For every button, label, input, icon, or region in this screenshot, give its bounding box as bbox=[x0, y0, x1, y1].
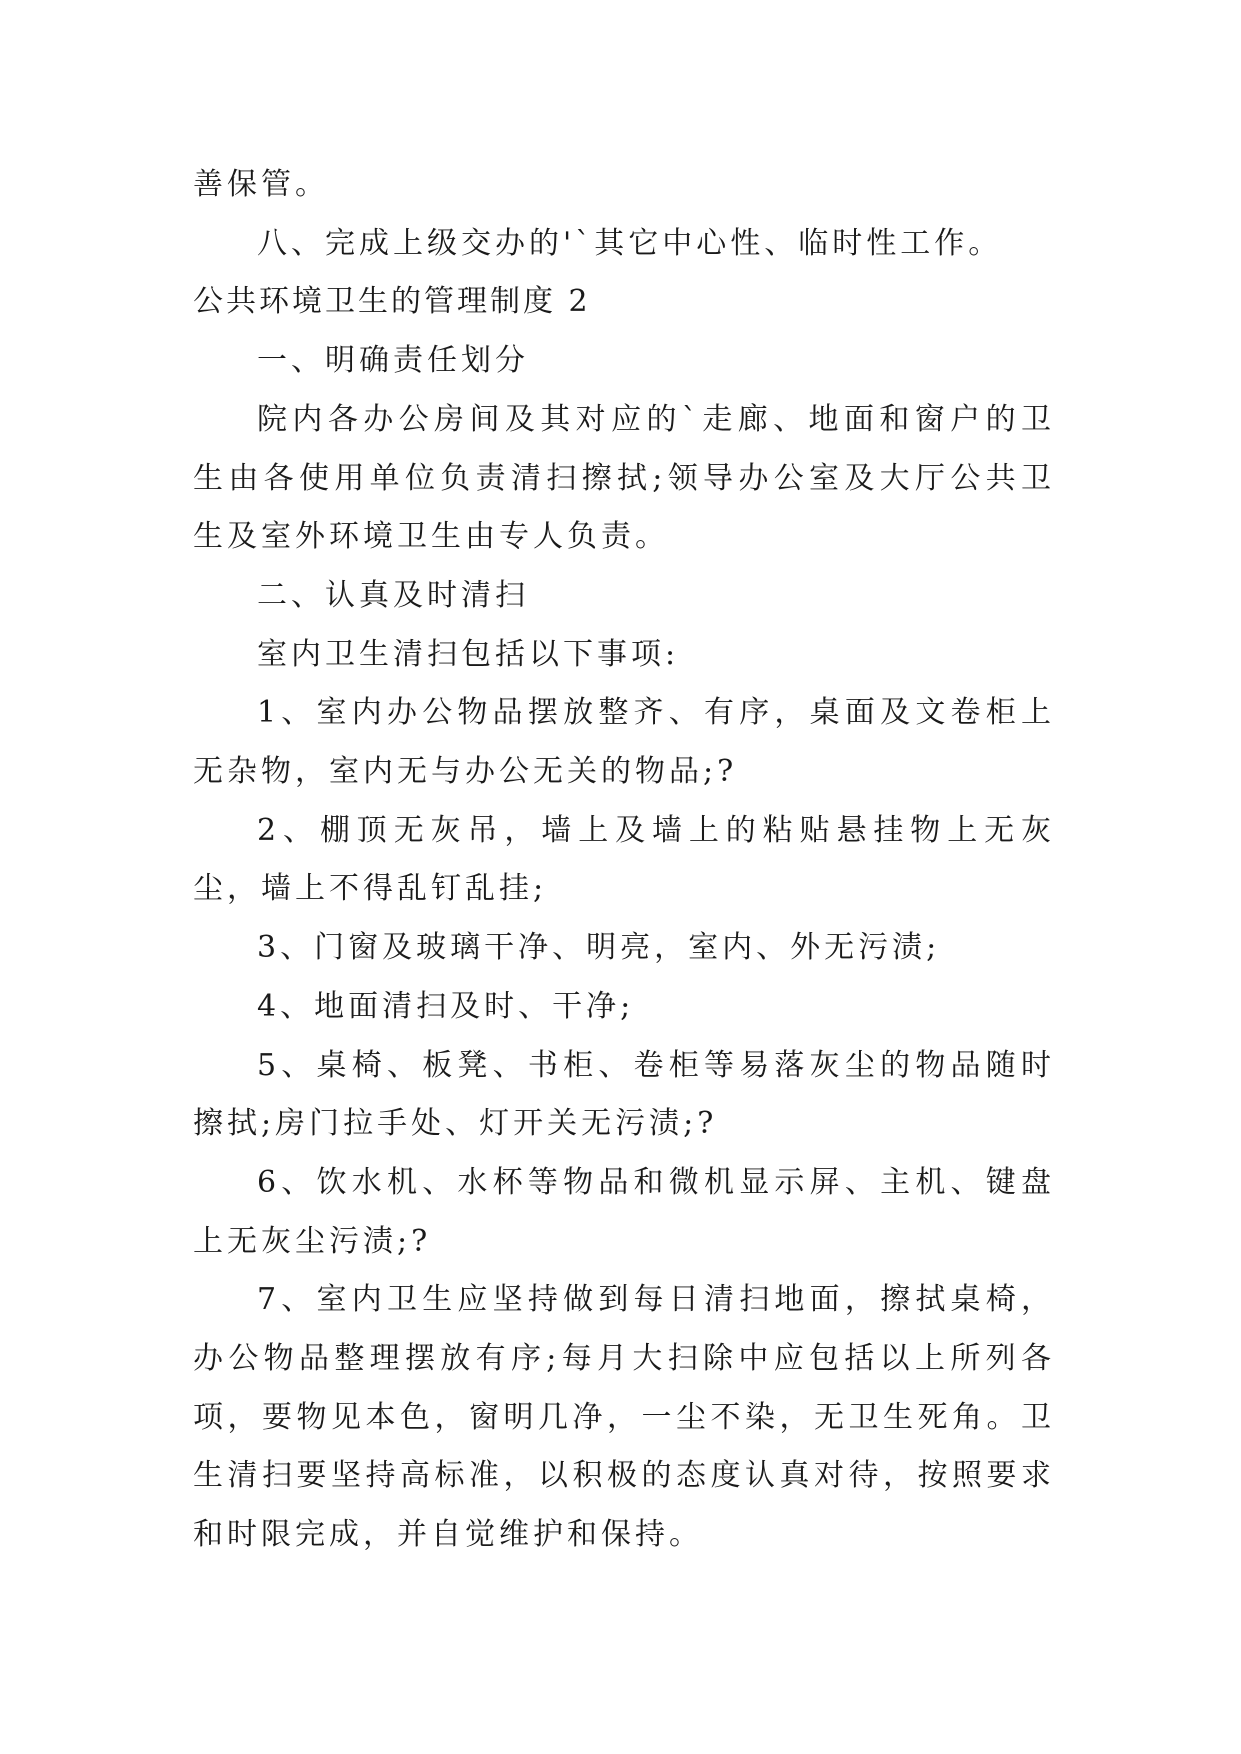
section-title: 公共环境卫生的管理制度 2 bbox=[193, 284, 591, 320]
list-item-3: 3、门窗及玻璃干净、明亮，室内、外无污渍; bbox=[257, 930, 941, 966]
paragraph-responsibility: 院内各办公房间及其对应的`走廊、地面和窗户的卫生由各使用单位负责清扫擦拭;领导办公室及大厅公共卫生及室外环境卫生由专人负责。 bbox=[193, 401, 1055, 555]
paragraph-continuation: 善保管。 bbox=[193, 167, 329, 202]
paragraph-cleaning-intro: 室内卫生清扫包括以下事项: bbox=[257, 636, 680, 672]
list-item-4: 4、地面清扫及时、干净; bbox=[257, 988, 635, 1024]
list-item-7: 7、室内卫生应坚持做到每日清扫地面，擦拭桌椅，办公物品整理摆放有序;每月大扫除中应包括以上所列各项，要物见本色，窗明几净，一尘不染，无卫生死角。卫生清扫要坚持高标准，以积极的态度认真对待，按照要求和时限完成，并自觉维护和保持。 bbox=[193, 1282, 1055, 1553]
list-item-6: 6、饮水机、水杯等物品和微机显示屏、主机、键盘上无灰尘污渍;? bbox=[193, 1164, 1055, 1259]
list-item-2: 2、棚顶无灰吊，墙上及墙上的粘贴悬挂物上无灰尘，墙上不得乱钉乱挂; bbox=[193, 812, 1055, 907]
list-item-1: 1、室内办公物品摆放整齐、有序，桌面及文卷柜上无杂物，室内无与办公无关的物品;? bbox=[193, 695, 1055, 790]
list-item-5: 5、桌椅、板凳、书柜、卷柜等易落灰尘的物品随时擦拭;房门拉手处、灯开关无污渍;? bbox=[193, 1047, 1055, 1142]
heading-cleaning: 二、认真及时清扫 bbox=[257, 577, 529, 613]
heading-responsibility: 一、明确责任划分 bbox=[257, 343, 529, 379]
paragraph-item-eight: 八、完成上级交办的'`其它中心性、临时性工作。 bbox=[257, 225, 1003, 261]
document-body bbox=[193, 156, 1055, 1565]
